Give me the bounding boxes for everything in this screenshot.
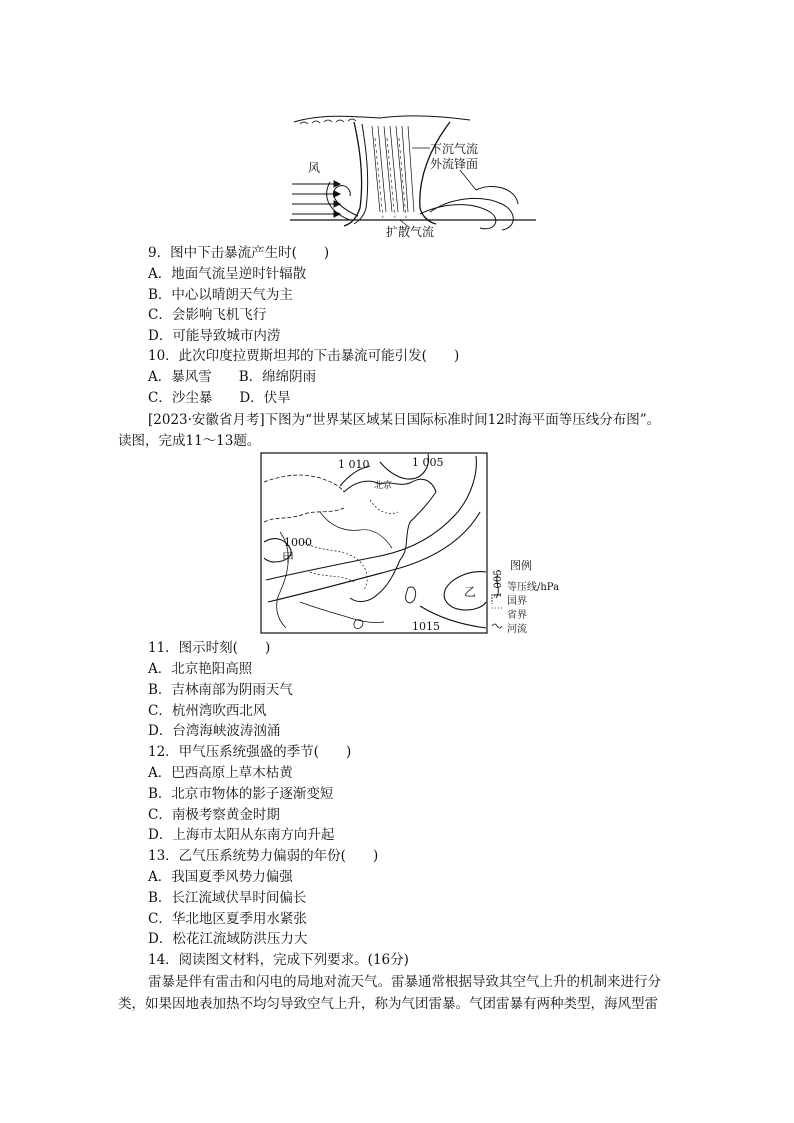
q11-option-a: A．北京艳阳高照 bbox=[148, 661, 253, 677]
pressure-system-yi: 乙 bbox=[464, 585, 477, 599]
legend-isobar-value: 1 005 bbox=[493, 569, 504, 598]
q13-option-b: B．长江流域伏旱时间偏长 bbox=[148, 890, 307, 906]
q10-options-row2: C．沙尘暴 D．伏旱 bbox=[148, 390, 291, 406]
q13-option-a: A．我国夏季风势力偏强 bbox=[148, 869, 293, 885]
q11-option-c: C．杭州湾吹西北风 bbox=[148, 703, 267, 719]
pressure-system-jia: 甲 bbox=[282, 551, 295, 565]
legend-isobar: 等压线/hPa bbox=[507, 582, 560, 593]
label-spreading-flow: 扩散气流 bbox=[386, 225, 435, 239]
q14-paragraph-line2: 类，如果因地表加热不均匀导致空气上升，称为气团雷暴。气团雷暴有两种类型，海风型雷 bbox=[118, 996, 658, 1012]
isobar-label-1005: 1 005 bbox=[412, 456, 444, 469]
intro-line1: [2023·安徽省月考]下图为“世界某区域某日国际标准时间12时海平面等压线分布图”。 bbox=[148, 412, 661, 428]
q9-stem: 9．图中下击暴流产生时( ) bbox=[148, 245, 330, 261]
q12-option-b: B．北京市物体的影子逐渐变短 bbox=[148, 786, 334, 802]
legend-title: 图例 bbox=[510, 559, 532, 572]
isobar-label-1015: 1015 bbox=[412, 620, 440, 633]
legend-river: 河流 bbox=[507, 624, 527, 635]
q9-option-b: B．中心以晴朗天气为主 bbox=[148, 287, 293, 303]
q13-option-d: D．松花江流域防洪压力大 bbox=[148, 931, 308, 947]
isobar-map bbox=[260, 452, 560, 638]
city-beijing: 北京 bbox=[374, 481, 393, 491]
q13-stem: 13．乙气压系统势力偏弱的年份( ) bbox=[148, 848, 379, 864]
legend-national-border: 国界 bbox=[507, 596, 527, 607]
q14-paragraph-line1: 雷暴是伴有雷击和闪电的局地对流天气。雷暴通常根据导致其空气上升的机制来进行分 bbox=[148, 974, 661, 990]
q9-option-c: C．会影响飞机飞行 bbox=[148, 307, 267, 323]
q12-option-c: C．南极考察黄金时期 bbox=[148, 807, 280, 823]
q10-stem: 10．此次印度拉贾斯坦邦的下击暴流可能引发( ) bbox=[148, 348, 460, 364]
label-downdraft: 下沉气流 bbox=[430, 142, 479, 156]
label-outflow-front: 外流锋面 bbox=[430, 157, 479, 171]
q12-option-a: A．巴西高原上草木枯黄 bbox=[148, 765, 293, 781]
q13-option-c: C．华北地区夏季用水紧张 bbox=[148, 911, 307, 927]
legend-provincial-border: 省界 bbox=[507, 610, 527, 621]
q9-option-a: A．地面气流呈逆时针辐散 bbox=[148, 266, 307, 282]
q9-option-d: D．可能导致城市内涝 bbox=[148, 328, 281, 344]
q11-option-b: B．吉林南部为阴雨天气 bbox=[148, 682, 293, 698]
isobar-label-1010: 1 010 bbox=[338, 458, 370, 471]
downburst-diagram bbox=[280, 108, 550, 240]
label-wind: 风 bbox=[308, 161, 321, 175]
q12-stem: 12．甲气压系统强盛的季节( ) bbox=[148, 744, 352, 760]
isobar-label-1000: 1000 bbox=[284, 536, 312, 549]
q11-option-d: D．台湾海峡波涛汹涌 bbox=[148, 723, 281, 739]
q11-stem: 11．图示时刻( ) bbox=[148, 640, 271, 656]
intro-line2: 读图，完成11～13题。 bbox=[118, 433, 261, 449]
q14-stem: 14．阅读图文材料，完成下列要求。(16分) bbox=[148, 952, 409, 968]
q10-options-row1: A．暴风雪 B．绵绵阴雨 bbox=[148, 369, 317, 385]
q12-option-d: D．上海市太阳从东南方向升起 bbox=[148, 827, 335, 843]
